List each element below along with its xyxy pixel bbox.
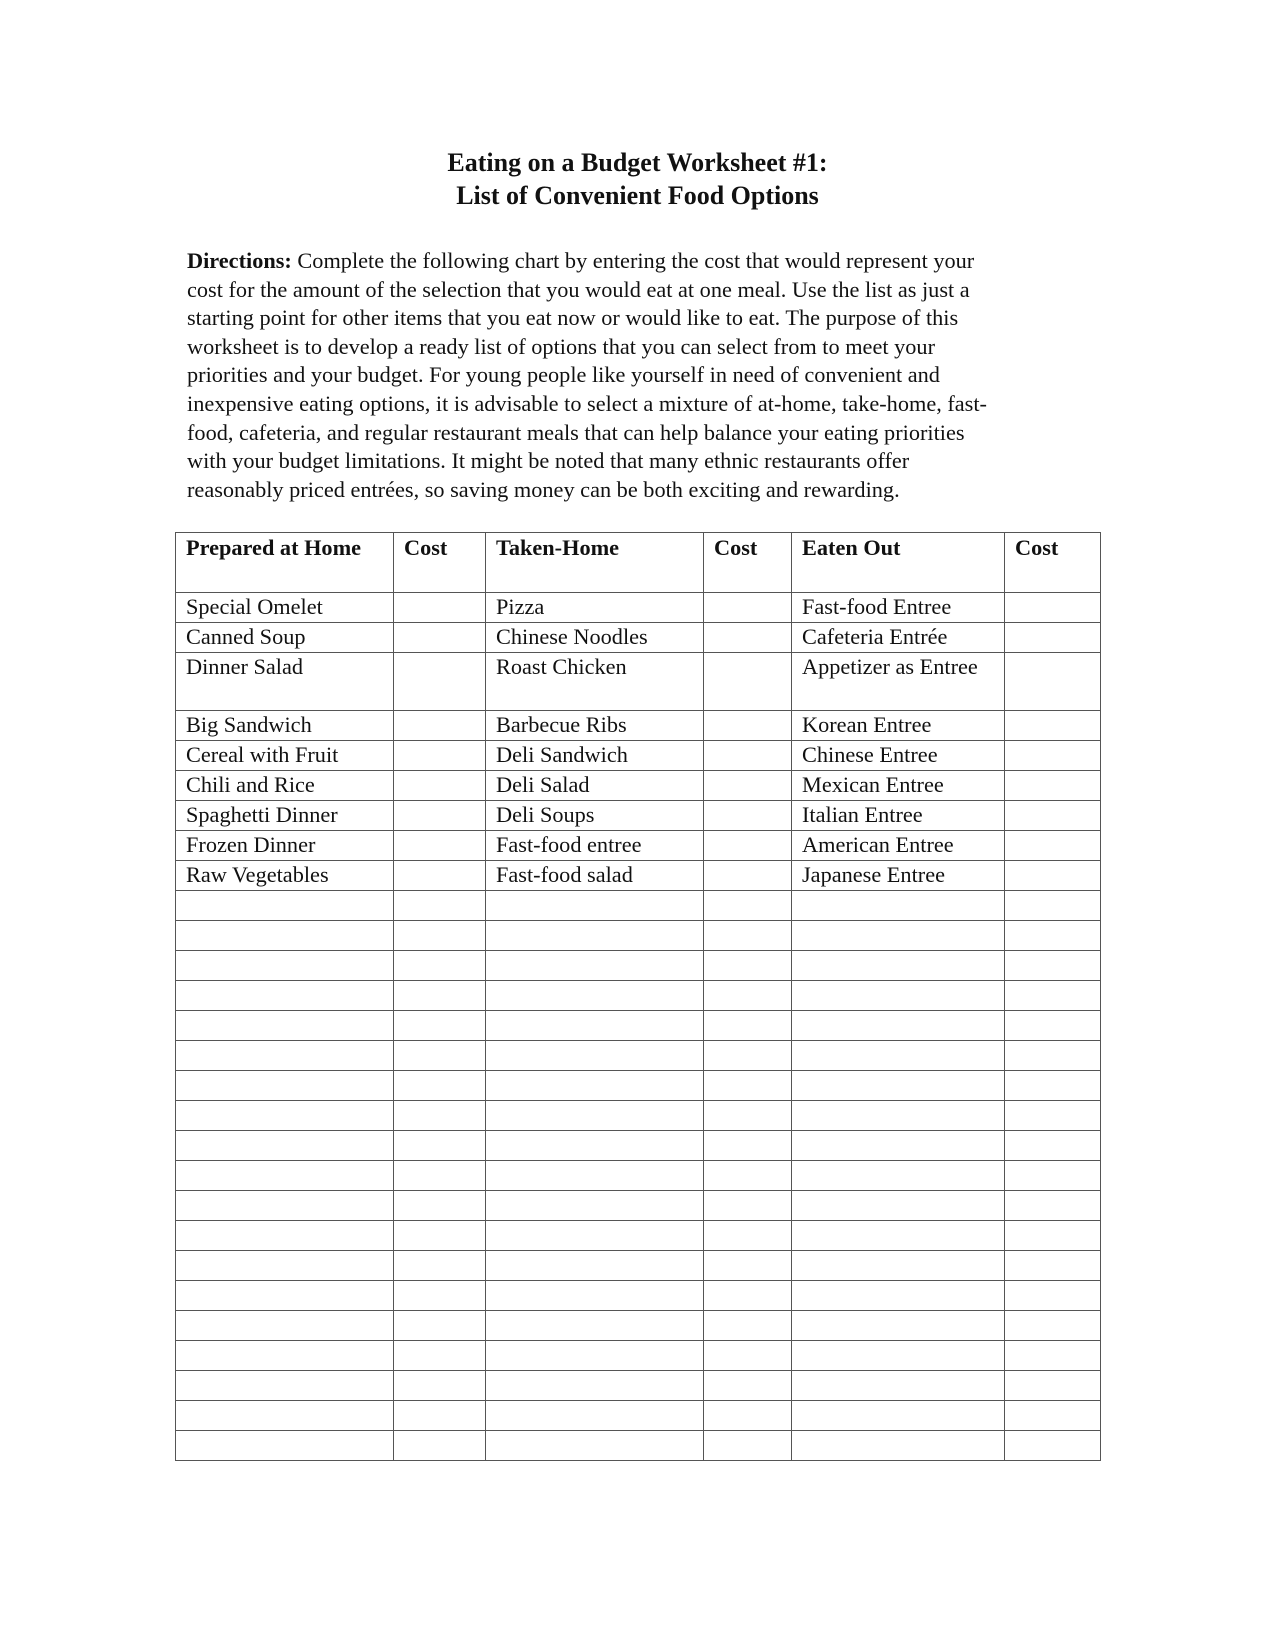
blank-cell[interactable] xyxy=(176,1431,394,1461)
table-row xyxy=(176,861,1101,891)
blank-cell[interactable] xyxy=(792,1131,1005,1161)
out-cost-cell[interactable] xyxy=(1005,861,1101,891)
blank-cell[interactable] xyxy=(176,1341,394,1371)
blank-cell[interactable] xyxy=(1005,1041,1101,1071)
blank-cell[interactable] xyxy=(792,1281,1005,1311)
blank-cell[interactable] xyxy=(394,1401,486,1431)
blank-cell[interactable] xyxy=(486,1221,704,1251)
blank-cell[interactable] xyxy=(394,951,486,981)
blank-table-row xyxy=(176,1191,1101,1221)
blank-table-row xyxy=(176,1071,1101,1101)
out-cost-cell[interactable] xyxy=(1005,593,1101,623)
out-cost-cell[interactable] xyxy=(1005,831,1101,861)
blank-cell[interactable] xyxy=(792,1341,1005,1371)
blank-table-row xyxy=(176,1431,1101,1461)
take-item-cell: Deli Sandwich xyxy=(486,741,704,771)
blank-table-row xyxy=(176,1341,1101,1371)
directions-paragraph xyxy=(187,247,1087,504)
home-cost-cell[interactable] xyxy=(394,861,486,891)
blank-cell[interactable] xyxy=(792,1221,1005,1251)
take-cost-cell[interactable] xyxy=(704,653,792,711)
home-cost-cell[interactable] xyxy=(394,623,486,653)
blank-cell[interactable] xyxy=(792,981,1005,1011)
blank-cell[interactable] xyxy=(704,1371,792,1401)
out-item-cell: Chinese Entree xyxy=(792,741,1005,771)
blank-cell[interactable] xyxy=(394,1371,486,1401)
table-body xyxy=(176,593,1101,1461)
out-cost-cell[interactable] xyxy=(1005,623,1101,653)
blank-cell[interactable] xyxy=(1005,1401,1101,1431)
home-item-cell: Frozen Dinner xyxy=(176,831,394,861)
take-item-cell: Fast-food salad xyxy=(486,861,704,891)
blank-cell[interactable] xyxy=(1005,1101,1101,1131)
blank-cell[interactable] xyxy=(394,1311,486,1341)
blank-table-row xyxy=(176,1161,1101,1191)
blank-cell[interactable] xyxy=(1005,921,1101,951)
blank-cell[interactable] xyxy=(792,1401,1005,1431)
blank-cell[interactable] xyxy=(704,1041,792,1071)
blank-cell[interactable] xyxy=(1005,1191,1101,1221)
take-cost-cell[interactable] xyxy=(704,593,792,623)
home-item-cell: Big Sandwich xyxy=(176,711,394,741)
blank-cell[interactable] xyxy=(1005,1371,1101,1401)
blank-cell[interactable] xyxy=(792,1431,1005,1461)
home-item-cell: Canned Soup xyxy=(176,623,394,653)
table-row xyxy=(176,593,1101,623)
blank-cell[interactable] xyxy=(394,1431,486,1461)
blank-table-row xyxy=(176,1101,1101,1131)
blank-cell[interactable] xyxy=(704,1431,792,1461)
blank-cell[interactable] xyxy=(792,1071,1005,1101)
blank-cell[interactable] xyxy=(1005,981,1101,1011)
blank-cell[interactable] xyxy=(176,1131,394,1161)
take-item-cell: Chinese Noodles xyxy=(486,623,704,653)
out-item-cell: Mexican Entree xyxy=(792,771,1005,801)
blank-cell[interactable] xyxy=(394,1161,486,1191)
take-item-cell: Pizza xyxy=(486,593,704,623)
blank-cell[interactable] xyxy=(704,1071,792,1101)
blank-table-row xyxy=(176,1251,1101,1281)
home-item-cell: Spaghetti Dinner xyxy=(176,801,394,831)
blank-cell[interactable] xyxy=(486,921,704,951)
blank-cell[interactable] xyxy=(486,1251,704,1281)
blank-cell[interactable] xyxy=(176,891,394,921)
blank-cell[interactable] xyxy=(176,1401,394,1431)
blank-cell[interactable] xyxy=(486,1071,704,1101)
blank-cell[interactable] xyxy=(486,891,704,921)
header-take-cost: Cost xyxy=(704,533,792,593)
blank-table-row xyxy=(176,1131,1101,1161)
page-title xyxy=(0,146,1275,212)
out-item-cell: Cafeteria Entrée xyxy=(792,623,1005,653)
blank-cell[interactable] xyxy=(704,1101,792,1131)
blank-cell[interactable] xyxy=(704,1311,792,1341)
blank-cell[interactable] xyxy=(176,1191,394,1221)
out-item-cell: Italian Entree xyxy=(792,801,1005,831)
header-prepared-at-home: Prepared at Home xyxy=(176,533,394,593)
blank-cell[interactable] xyxy=(486,1041,704,1071)
home-cost-cell[interactable] xyxy=(394,711,486,741)
blank-cell[interactable] xyxy=(486,1011,704,1041)
blank-cell[interactable] xyxy=(486,1431,704,1461)
blank-cell[interactable] xyxy=(176,1281,394,1311)
blank-cell[interactable] xyxy=(1005,1161,1101,1191)
out-item-cell: American Entree xyxy=(792,831,1005,861)
blank-cell[interactable] xyxy=(1005,1071,1101,1101)
take-cost-cell[interactable] xyxy=(704,771,792,801)
blank-cell[interactable] xyxy=(792,1101,1005,1131)
blank-cell[interactable] xyxy=(176,1071,394,1101)
blank-cell[interactable] xyxy=(176,951,394,981)
table-row xyxy=(176,801,1101,831)
title-line-1: Eating on a Budget Worksheet #1: xyxy=(447,148,828,177)
home-cost-cell[interactable] xyxy=(394,801,486,831)
blank-cell[interactable] xyxy=(704,1131,792,1161)
blank-cell[interactable] xyxy=(176,1311,394,1341)
home-cost-cell[interactable] xyxy=(394,741,486,771)
blank-cell[interactable] xyxy=(704,1011,792,1041)
take-item-cell: Deli Soups xyxy=(486,801,704,831)
blank-table-row xyxy=(176,981,1101,1011)
home-cost-cell[interactable] xyxy=(394,653,486,711)
blank-cell[interactable] xyxy=(176,1251,394,1281)
blank-cell[interactable] xyxy=(704,1161,792,1191)
out-item-cell: Korean Entree xyxy=(792,711,1005,741)
home-item-cell: Special Omelet xyxy=(176,593,394,623)
header-eaten-out: Eaten Out xyxy=(792,533,1005,593)
blank-cell[interactable] xyxy=(394,1281,486,1311)
take-cost-cell[interactable] xyxy=(704,861,792,891)
blank-cell[interactable] xyxy=(792,1371,1005,1401)
blank-cell[interactable] xyxy=(704,1251,792,1281)
blank-cell[interactable] xyxy=(704,1401,792,1431)
out-cost-cell[interactable] xyxy=(1005,741,1101,771)
blank-cell[interactable] xyxy=(394,1191,486,1221)
blank-table-row xyxy=(176,921,1101,951)
header-out-cost: Cost xyxy=(1005,533,1101,593)
blank-cell[interactable] xyxy=(486,1311,704,1341)
blank-cell[interactable] xyxy=(486,1161,704,1191)
blank-cell[interactable] xyxy=(1005,1251,1101,1281)
blank-cell[interactable] xyxy=(792,891,1005,921)
blank-cell[interactable] xyxy=(486,1371,704,1401)
home-cost-cell[interactable] xyxy=(394,593,486,623)
blank-cell[interactable] xyxy=(486,1191,704,1221)
blank-cell[interactable] xyxy=(704,921,792,951)
table-row xyxy=(176,771,1101,801)
out-cost-cell[interactable] xyxy=(1005,653,1101,711)
blank-cell[interactable] xyxy=(1005,1311,1101,1341)
blank-cell[interactable] xyxy=(486,1131,704,1161)
blank-cell[interactable] xyxy=(176,1041,394,1071)
take-item-cell: Fast-food entree xyxy=(486,831,704,861)
out-cost-cell[interactable] xyxy=(1005,771,1101,801)
blank-cell[interactable] xyxy=(486,1281,704,1311)
take-cost-cell[interactable] xyxy=(704,741,792,771)
blank-cell[interactable] xyxy=(704,891,792,921)
blank-cell[interactable] xyxy=(394,981,486,1011)
out-cost-cell[interactable] xyxy=(1005,711,1101,741)
blank-cell[interactable] xyxy=(394,1101,486,1131)
blank-cell[interactable] xyxy=(176,1101,394,1131)
blank-cell[interactable] xyxy=(394,1221,486,1251)
blank-cell[interactable] xyxy=(176,921,394,951)
blank-cell[interactable] xyxy=(394,1341,486,1371)
blank-cell[interactable] xyxy=(394,921,486,951)
blank-cell[interactable] xyxy=(704,1221,792,1251)
blank-cell[interactable] xyxy=(1005,1431,1101,1461)
blank-table-row xyxy=(176,1011,1101,1041)
table-row xyxy=(176,711,1101,741)
blank-cell[interactable] xyxy=(394,1071,486,1101)
blank-table-row xyxy=(176,891,1101,921)
title-line-2: List of Convenient Food Options xyxy=(456,181,819,210)
blank-cell[interactable] xyxy=(792,1191,1005,1221)
blank-cell[interactable] xyxy=(394,891,486,921)
directions-label: Directions: xyxy=(187,248,292,273)
blank-cell[interactable] xyxy=(394,1131,486,1161)
table-row xyxy=(176,653,1101,711)
home-item-cell: Chili and Rice xyxy=(176,771,394,801)
table-row xyxy=(176,623,1101,653)
blank-cell[interactable] xyxy=(1005,1281,1101,1311)
take-cost-cell[interactable] xyxy=(704,831,792,861)
out-item-cell: Japanese Entree xyxy=(792,861,1005,891)
home-item-cell: Dinner Salad xyxy=(176,653,394,711)
food-options-table xyxy=(175,532,1101,1461)
blank-table-row xyxy=(176,1221,1101,1251)
blank-cell[interactable] xyxy=(792,1041,1005,1071)
blank-cell[interactable] xyxy=(792,951,1005,981)
blank-cell[interactable] xyxy=(792,1161,1005,1191)
blank-cell[interactable] xyxy=(486,951,704,981)
take-cost-cell[interactable] xyxy=(704,711,792,741)
blank-table-row xyxy=(176,1401,1101,1431)
blank-cell[interactable] xyxy=(1005,1131,1101,1161)
blank-cell[interactable] xyxy=(394,1011,486,1041)
blank-table-row xyxy=(176,1281,1101,1311)
blank-table-row xyxy=(176,951,1101,981)
blank-cell[interactable] xyxy=(1005,1221,1101,1251)
blank-cell[interactable] xyxy=(486,1401,704,1431)
home-cost-cell[interactable] xyxy=(394,831,486,861)
blank-cell[interactable] xyxy=(1005,1341,1101,1371)
take-item-cell: Barbecue Ribs xyxy=(486,711,704,741)
blank-cell[interactable] xyxy=(176,1161,394,1191)
blank-cell[interactable] xyxy=(704,1341,792,1371)
blank-cell[interactable] xyxy=(1005,1011,1101,1041)
out-item-cell: Appetizer as Entree xyxy=(792,653,1005,711)
blank-table-row xyxy=(176,1311,1101,1341)
home-cost-cell[interactable] xyxy=(394,771,486,801)
header-taken-home: Taken-Home xyxy=(486,533,704,593)
blank-cell[interactable] xyxy=(792,1251,1005,1281)
blank-table-row xyxy=(176,1371,1101,1401)
out-cost-cell[interactable] xyxy=(1005,801,1101,831)
directions-text: Complete the following chart by entering the cost that would represent your cost for the amount of the selection that you would eat at one meal. Use the list as just a starting point for other items that you eat now or would like to eat. The purpose of this worksheet is to develop a ready list of options that you can select from to meet your priorities and your budget. For young people like yourself in need of convenient and inexpensive eating options, it is advisable to select a mixture of at-home, take-home, fast- food, cafeteria, and regular restaurant meals that can help balance your eating priorities with your budget limitations. It might be noted that many ethnic restaurants offer reasonably priced entrées, so saving money can be both exciting and rewarding. xyxy=(187,248,987,502)
table-header-row xyxy=(176,533,1101,593)
blank-cell[interactable] xyxy=(792,1311,1005,1341)
blank-cell[interactable] xyxy=(792,1011,1005,1041)
home-item-cell: Raw Vegetables xyxy=(176,861,394,891)
blank-cell[interactable] xyxy=(1005,891,1101,921)
blank-cell[interactable] xyxy=(704,951,792,981)
blank-cell[interactable] xyxy=(176,1221,394,1251)
blank-cell[interactable] xyxy=(394,1041,486,1071)
blank-cell[interactable] xyxy=(176,1371,394,1401)
out-item-cell: Fast-food Entree xyxy=(792,593,1005,623)
blank-table-row xyxy=(176,1041,1101,1071)
take-cost-cell[interactable] xyxy=(704,801,792,831)
table-row xyxy=(176,831,1101,861)
blank-cell[interactable] xyxy=(486,1101,704,1131)
blank-cell[interactable] xyxy=(176,1011,394,1041)
header-home-cost: Cost xyxy=(394,533,486,593)
take-item-cell: Deli Salad xyxy=(486,771,704,801)
table-row xyxy=(176,741,1101,771)
blank-cell[interactable] xyxy=(486,981,704,1011)
blank-cell[interactable] xyxy=(394,1251,486,1281)
blank-cell[interactable] xyxy=(704,1191,792,1221)
blank-cell[interactable] xyxy=(486,1341,704,1371)
blank-cell[interactable] xyxy=(704,1281,792,1311)
take-cost-cell[interactable] xyxy=(704,623,792,653)
blank-cell[interactable] xyxy=(1005,951,1101,981)
blank-cell[interactable] xyxy=(176,981,394,1011)
take-item-cell: Roast Chicken xyxy=(486,653,704,711)
home-item-cell: Cereal with Fruit xyxy=(176,741,394,771)
blank-cell[interactable] xyxy=(792,921,1005,951)
blank-cell[interactable] xyxy=(704,981,792,1011)
